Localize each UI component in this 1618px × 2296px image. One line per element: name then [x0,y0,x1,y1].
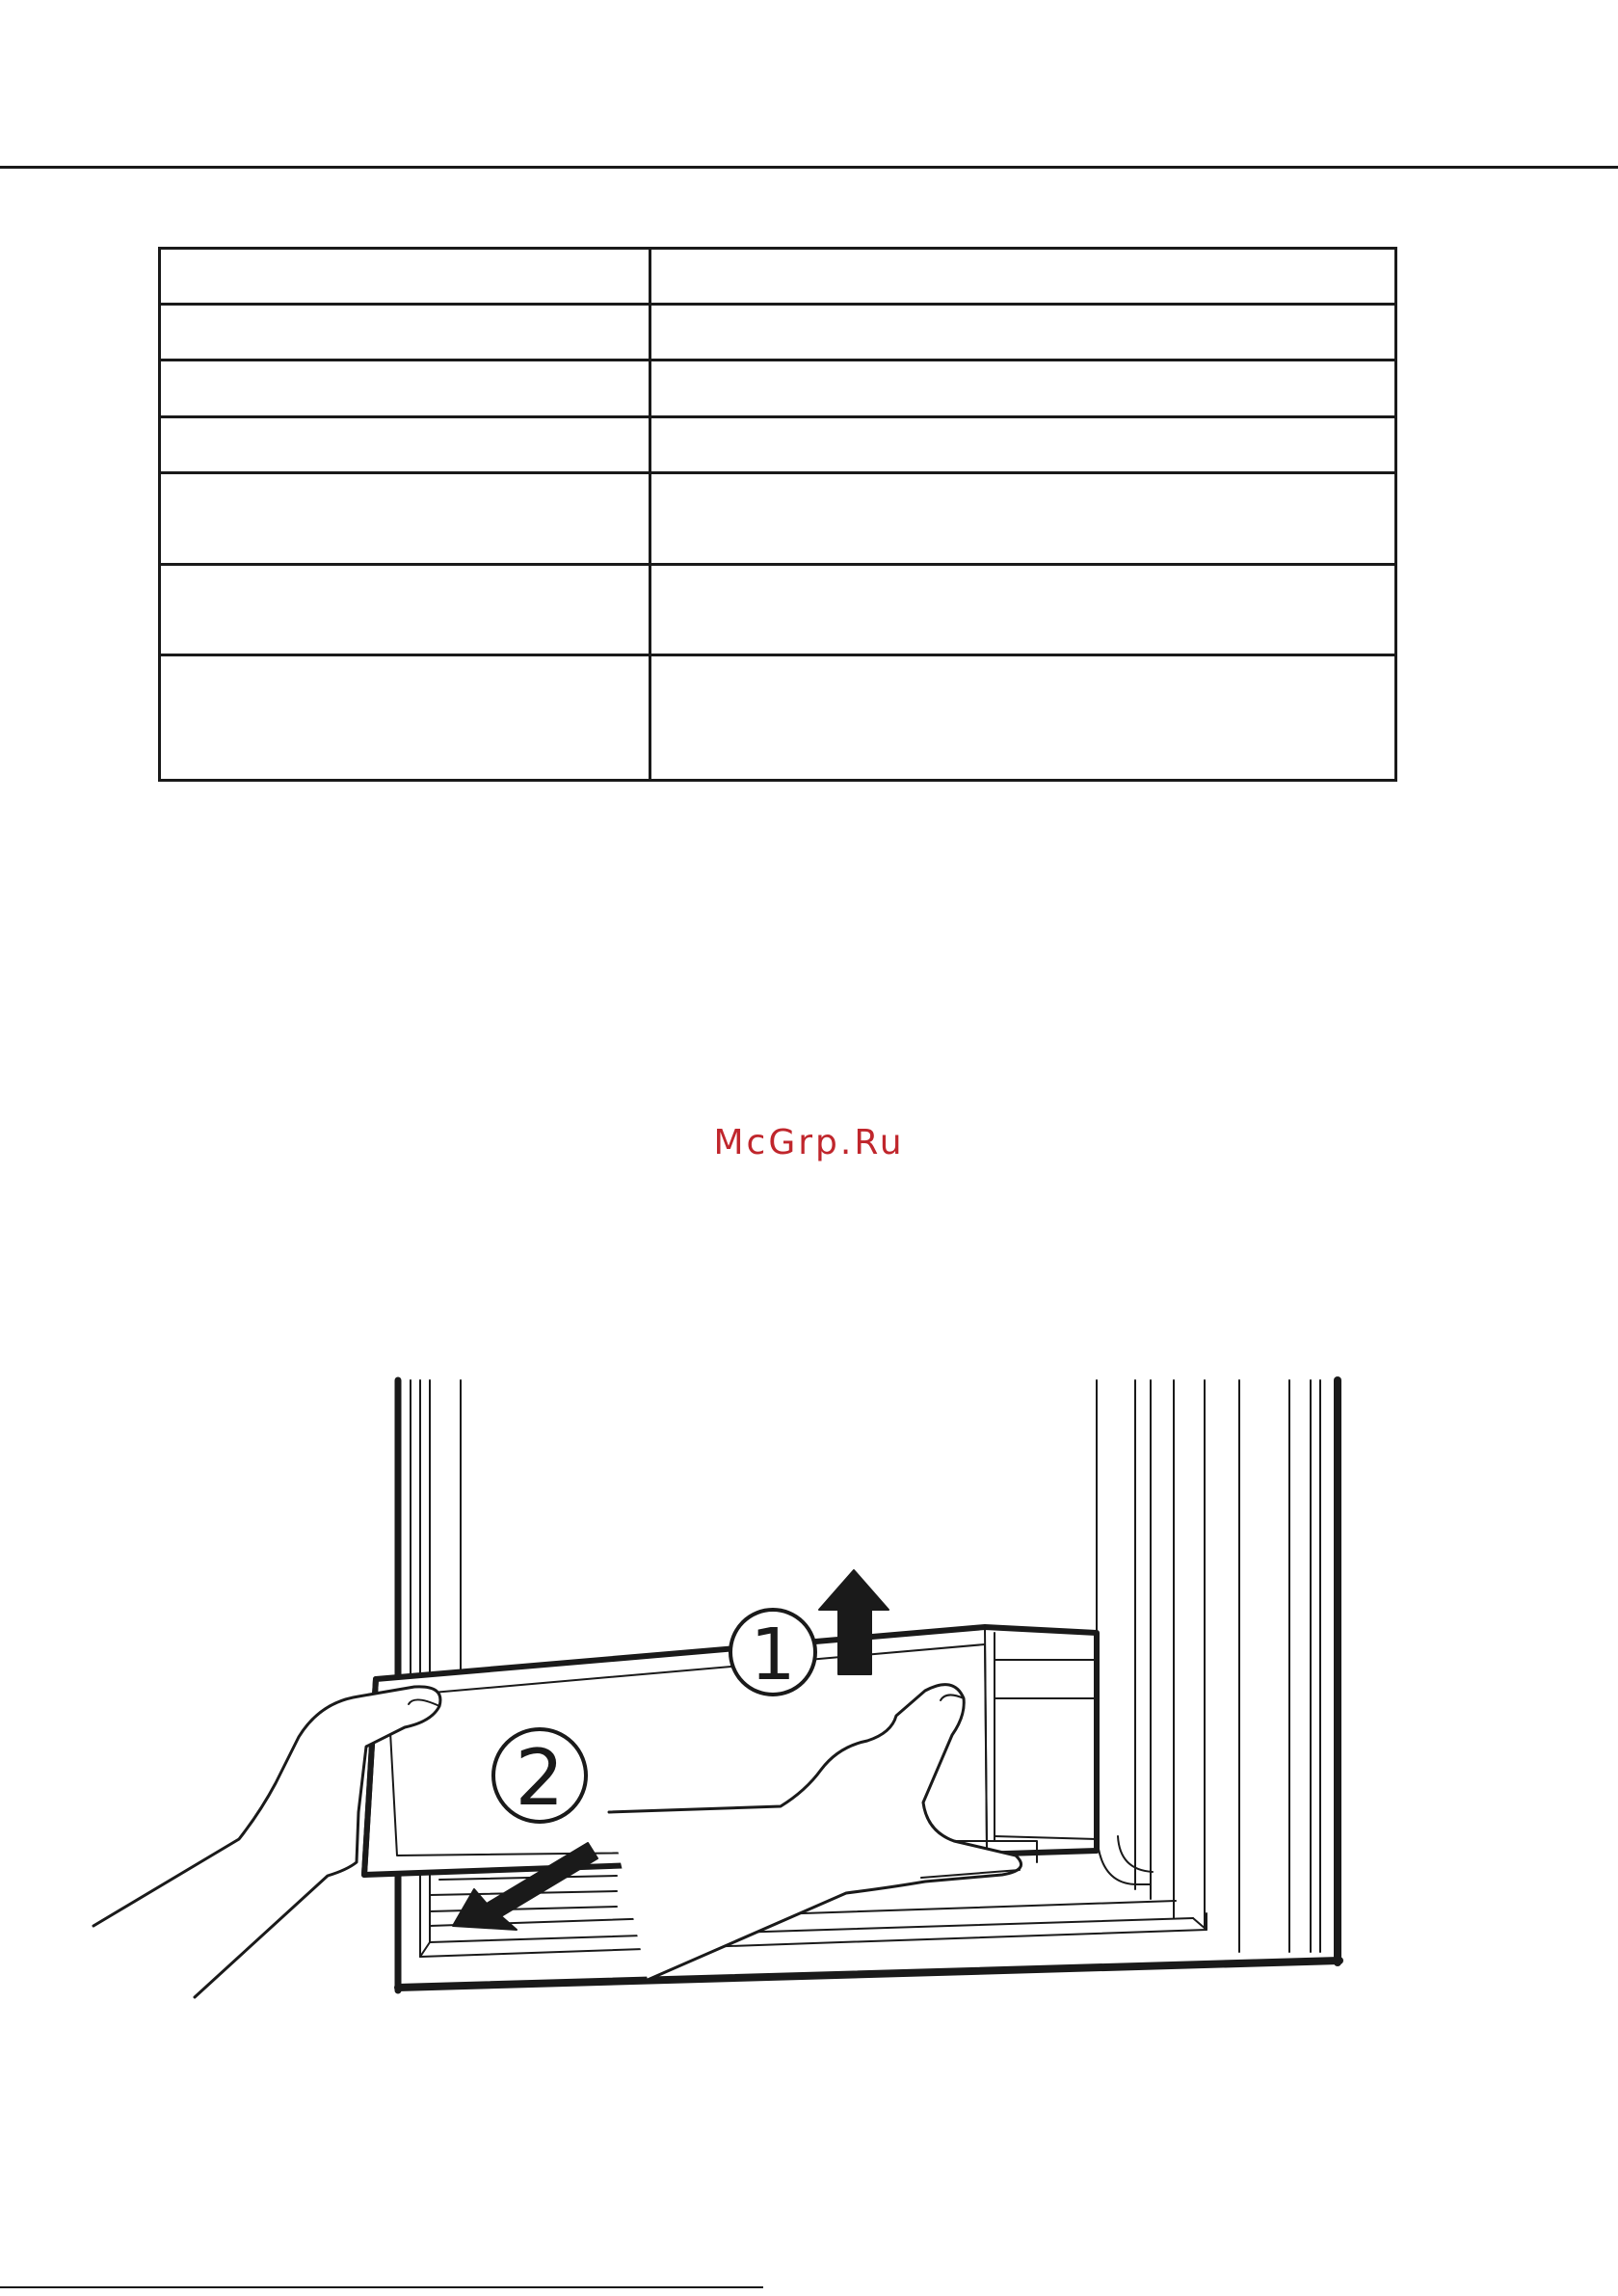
step-1-label: 1 [750,1614,796,1696]
table-cell [160,305,650,360]
table-cell [650,473,1396,565]
table-cell [650,305,1396,360]
spec-table [158,247,1397,782]
table-cell [650,565,1396,655]
cabinet-right-wall [1097,1380,1338,1962]
installation-illustration [0,1330,1618,2005]
table-row [160,305,1396,360]
table-cell [160,360,650,417]
table-row [160,473,1396,565]
table-cell [160,565,650,655]
table-cell [650,655,1396,781]
table-cell [650,249,1396,305]
watermark-text: McGrp.Ru [713,1123,905,1162]
table-cell [650,360,1396,417]
table-cell [160,655,650,781]
table-cell [160,473,650,565]
step-2-label: 2 [515,1733,565,1823]
table-row [160,417,1396,473]
table-cell [160,417,650,473]
header-rule [0,166,1618,169]
table-row [160,655,1396,781]
table-cell [160,249,650,305]
table-row [160,249,1396,305]
table-cell [650,417,1396,473]
table-row [160,565,1396,655]
table-row [160,360,1396,417]
footer-rule [0,2286,763,2288]
